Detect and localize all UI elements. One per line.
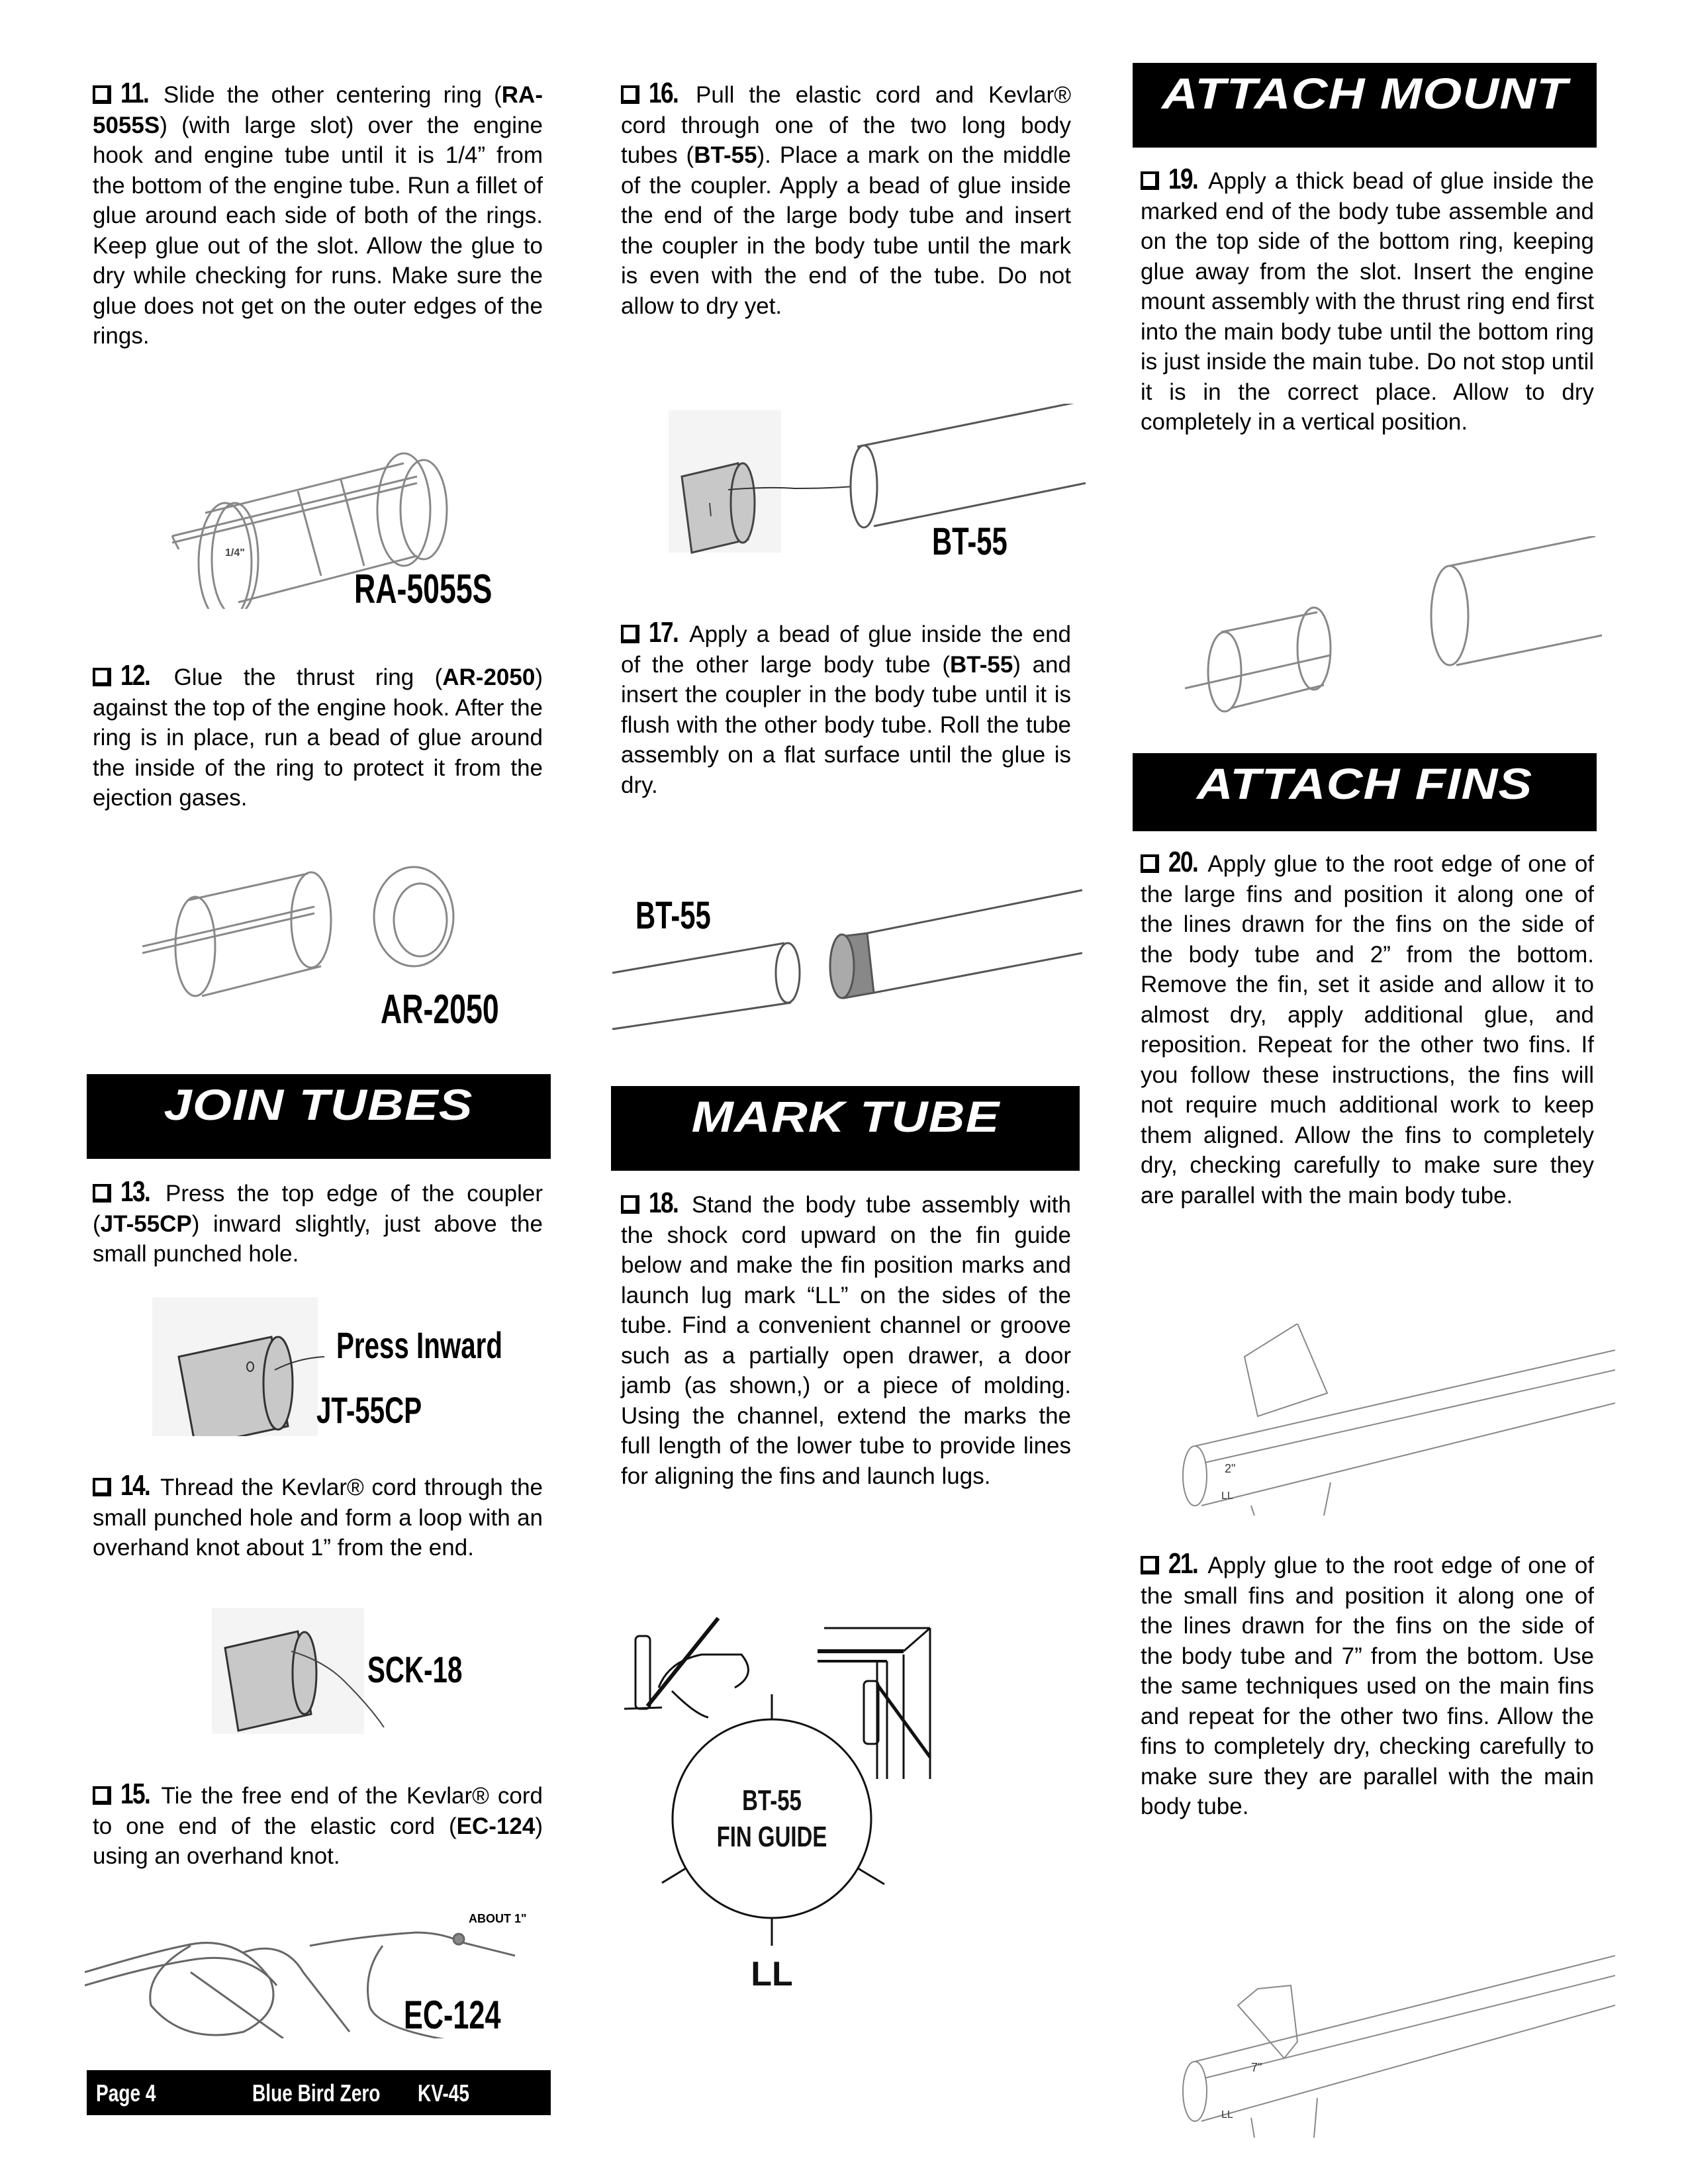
section-title: JOIN TUBES xyxy=(164,1080,473,1129)
checkbox-step-12[interactable] xyxy=(93,668,111,686)
part-number: BT-55 xyxy=(949,651,1013,678)
step-12: 12. Glue the thrust ring (AR-2050) against the top of the engine hook. After the ring is in place, run a bead of glue around the inside of the ring to protect it from the ejection gases. xyxy=(93,659,543,811)
page-number: Page 4 xyxy=(96,2079,156,2107)
part-number: EC-124 xyxy=(456,1813,536,1839)
mount-insert-drawing xyxy=(1185,536,1609,721)
callout-press-inward: Press Inward xyxy=(336,1324,502,1366)
kit-model: KV-45 xyxy=(418,2079,470,2107)
step-20: 20. Apply glue to the root edge of one of the large fins and position it along one of the lines drawn for the fins on the side of the body tube and 2” from the bottom. Remove the fin, set it aside and allow it to almost dry, apply additional glue, and reposition. Repeat for the other two fins. If you follow these instructions, the fins will not require much additional work to keep them aligned. Allow the fins to completely dry, checking carefully to make sure they are parallel with the main body tube. xyxy=(1141,846,1595,1208)
step-19: 19. Apply a thick bead of glue inside the marked end of the body tube assemble and on the top side of the bottom ring, keeping glue away from the slot. Insert the engine mount assembly with the thrust ring end first into the main body tube until the bottom ring is just inside the main tube. Do not stop until it is in the correct place. Allow to dry completely in a vertical position. xyxy=(1141,163,1594,435)
part-number: BT-55 xyxy=(694,142,757,168)
checkbox-step-15[interactable] xyxy=(93,1786,111,1805)
thrust-ring-drawing xyxy=(142,854,487,1006)
knot-illustration xyxy=(85,1906,555,2038)
svg-text:2": 2" xyxy=(1225,1462,1236,1475)
kit-name: Blue Bird Zero xyxy=(252,2079,381,2107)
coupler-bodytube-drawing xyxy=(662,404,1086,576)
figure-label-sck18: SCK-18 xyxy=(367,1649,463,1690)
tube-join-illustration xyxy=(612,880,1082,1046)
svg-text:FIN GUIDE: FIN GUIDE xyxy=(716,1821,827,1854)
large-fin-illustration xyxy=(1165,1324,1615,1516)
step-16: 16. Pull the elastic cord and Kevlar® cord through one of the two long body tubes (BT-55). Place a mark on the middle of the coupler. Apply a bead of glue inside the end of the large body tube and insert the coupler in the body tube until the mark is even with the end of the tube. Do not allow to dry yet. xyxy=(621,77,1071,319)
figure-label-bt55-b: BT-55 xyxy=(635,894,711,937)
figure-label-ec124: EC-124 xyxy=(404,1993,501,2037)
section-title: ATTACH MOUNT xyxy=(1161,69,1568,118)
mount-insert-illustration xyxy=(1185,536,1609,721)
part-number: JT-55CP xyxy=(100,1210,192,1237)
figure-label-ar2050: AR-2050 xyxy=(381,987,499,1032)
page-footer xyxy=(87,2070,551,2115)
large-fin-drawing xyxy=(1165,1324,1615,1516)
step-17: 17. Apply a bead of glue inside the end of the other large body tube (BT-55) and insert the coupler in the body tube until it is flush with the other body tube. Roll the tube assembly on a flat surface until the glue is dry. xyxy=(621,616,1071,798)
checkbox-step-18[interactable] xyxy=(621,1195,639,1214)
fin-guide-illustration xyxy=(609,1588,1086,2098)
step-14: 14. Thread the Kevlar® cord through the small punched hole and form a loop with an overhand knot about 1” from the end. xyxy=(93,1469,543,1561)
step-13: 13. Press the top edge of the coupler (JT-55CP) inward slightly, just above the small punched hole. xyxy=(93,1175,543,1267)
checkbox-step-14[interactable] xyxy=(93,1478,111,1496)
step-15: 15. Tie the free end of the Kevlar® cord to one end of the elastic cord (EC-124) using an overhand knot. xyxy=(93,1778,543,1869)
shock-cord-loop-illustration xyxy=(212,1608,490,1747)
svg-text:ABOUT 1": ABOUT 1" xyxy=(469,1912,527,1925)
svg-text:BT-55: BT-55 xyxy=(742,1784,802,1817)
checkbox-step-19[interactable] xyxy=(1141,171,1159,190)
small-fin-illustration xyxy=(1165,1919,1615,2138)
engine-mount-illustration xyxy=(159,450,492,612)
coupler-bodytube-illustration xyxy=(662,404,1086,576)
checkbox-step-17[interactable] xyxy=(621,625,639,643)
part-number: AR-2050 xyxy=(442,664,536,690)
svg-text:7": 7" xyxy=(1251,2061,1262,2074)
checkbox-step-16[interactable] xyxy=(621,85,639,104)
figure-label-bt55-a: BT-55 xyxy=(932,520,1008,563)
section-title: MARK TUBE xyxy=(691,1092,1000,1141)
section-banner-attach-fins xyxy=(1133,753,1597,831)
svg-text:1/4": 1/4" xyxy=(225,547,245,559)
svg-text:LL: LL xyxy=(751,1955,793,1993)
step-11: 11. Slide the other centering ring (RA-5055S) (with large slot) over the engine hook and engine tube until it is 1/4” from the bottom of the engine tube. Run a fillet of glue around each side of both of the rings. Keep glue out of the slot. Allow the glue to dry while checking for runs. Make sure the glue does not get on the outer edges of the rings. xyxy=(93,77,543,349)
fin-guide-drawing xyxy=(609,1588,1086,2098)
figure-label-jt55cp: JT-55CP xyxy=(316,1389,422,1431)
svg-text:LL: LL xyxy=(1221,1490,1233,1502)
checkbox-step-20[interactable] xyxy=(1141,854,1159,873)
checkbox-step-11[interactable] xyxy=(93,85,111,104)
checkbox-step-13[interactable] xyxy=(93,1184,111,1203)
small-fin-drawing xyxy=(1165,1919,1615,2138)
checkbox-step-21[interactable] xyxy=(1141,1556,1159,1574)
step-18: 18. Stand the body tube assembly with the shock cord upward on the fin guide below and make the fin position marks and launch lug mark “LL” on the sides of the tube. Find a convenient channel or groove such as a partially open drawer, a door jamb (as shown,) or a piece of molding. Using the channel, extend the marks the full length of the lower tube to provide lines for aligning the fins and launch lugs. xyxy=(621,1187,1071,1489)
step-21: 21. Apply glue to the root edge of one of the small fins and position it along one of the lines drawn for the fins on the side of the body tube and 7” from the bottom. Use the same techniques used on the main fins and repeat for the other two fins. Allow the fins to completely dry, checking carefully to make sure they are parallel with the main body tube. xyxy=(1141,1547,1595,1819)
section-banner-join-tubes xyxy=(87,1074,551,1159)
coupler-illustration xyxy=(152,1297,523,1436)
section-banner-attach-mount xyxy=(1133,63,1597,148)
svg-text:LL: LL xyxy=(1221,2109,1233,2120)
part-number: RA-5055S xyxy=(93,82,543,138)
thrust-ring-illustration xyxy=(142,854,499,1046)
figure-label-ra5055s: RA-5055S xyxy=(354,567,492,612)
section-title: ATTACH FINS xyxy=(1196,759,1533,808)
section-banner-mark-tube xyxy=(611,1086,1080,1171)
